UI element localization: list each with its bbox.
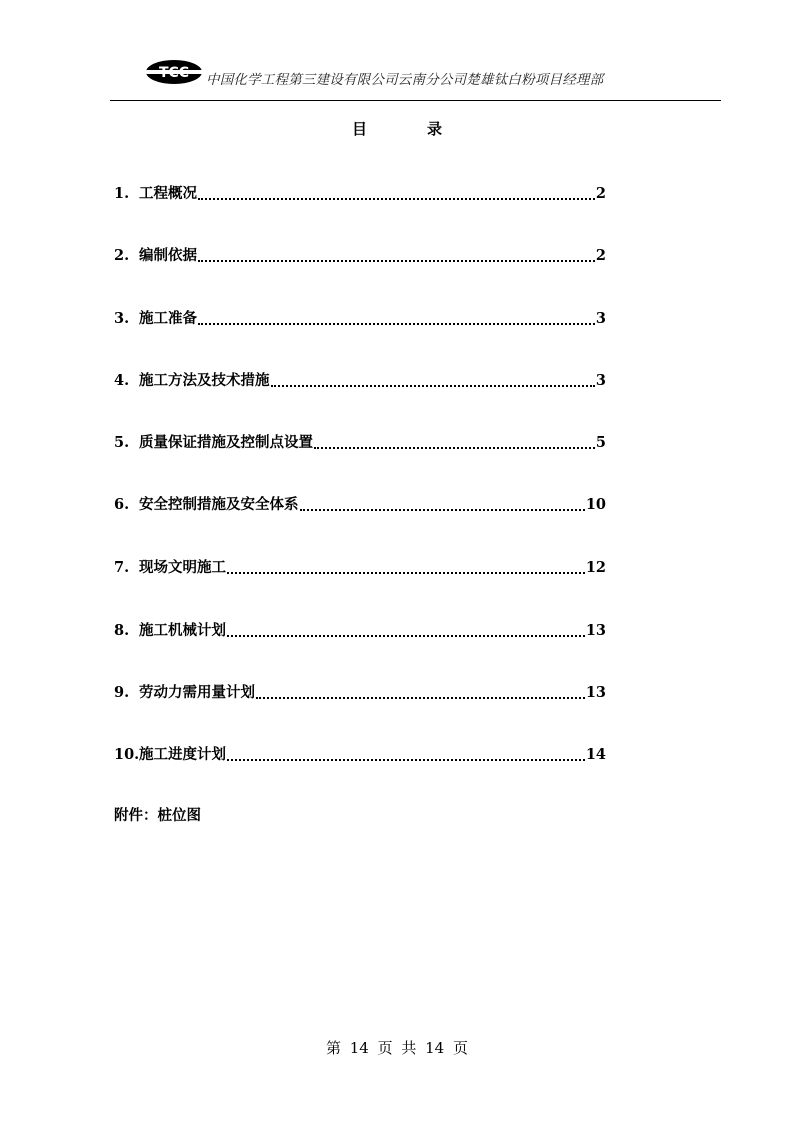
toc-item-text: 施工准备 bbox=[139, 311, 197, 327]
toc-item-page: 2 bbox=[595, 185, 606, 202]
toc-leader-dots bbox=[227, 572, 585, 574]
toc-item[interactable] bbox=[114, 619, 606, 641]
toc-item-page: 13 bbox=[585, 684, 606, 701]
toc-item-number: 9. bbox=[114, 684, 130, 701]
toc-item[interactable] bbox=[114, 369, 606, 391]
toc-item-number: 5. bbox=[114, 434, 130, 451]
toc-item-number: 8. bbox=[114, 622, 130, 639]
toc-item[interactable] bbox=[114, 182, 606, 204]
toc-item-page: 12 bbox=[585, 559, 606, 576]
toc-leader-dots bbox=[227, 759, 585, 761]
toc-leader-dots bbox=[300, 509, 585, 511]
toc-item-page: 5 bbox=[595, 434, 606, 451]
toc-item-number: 2. bbox=[114, 247, 130, 264]
toc-item-number: 6. bbox=[114, 496, 130, 513]
toc-title-left: 目 bbox=[351, 120, 367, 138]
toc-item-page: 3 bbox=[595, 372, 606, 389]
toc-item-number: 7. bbox=[114, 559, 130, 576]
toc-item-text: 施工进度计划 bbox=[139, 747, 226, 763]
toc-item-text: 质量保证措施及控制点设置 bbox=[139, 435, 313, 451]
toc-item-text: 现场文明施工 bbox=[139, 560, 226, 576]
page-footer: 第 14 页 共 14 页 bbox=[325, 1039, 468, 1057]
toc-item-text: 施工方法及技术措施 bbox=[139, 373, 270, 389]
toc-item-page: 13 bbox=[585, 622, 606, 639]
toc-item[interactable] bbox=[114, 743, 606, 765]
toc-item-number: 10. bbox=[114, 746, 140, 763]
toc-item[interactable] bbox=[114, 493, 606, 515]
toc-item[interactable] bbox=[114, 431, 606, 453]
toc-leader-dots bbox=[314, 447, 595, 449]
appendix-line: 附件：桩位图 bbox=[114, 808, 201, 824]
toc-item[interactable] bbox=[114, 307, 606, 329]
page-header bbox=[110, 58, 721, 102]
toc-item[interactable] bbox=[114, 556, 606, 578]
toc-leader-dots bbox=[198, 198, 595, 200]
toc-title-right: 录 bbox=[427, 120, 443, 138]
toc-item-page: 14 bbox=[585, 746, 606, 763]
toc-item-page: 3 bbox=[595, 310, 606, 327]
toc-leader-dots bbox=[227, 635, 585, 637]
toc-item-number: 4. bbox=[114, 372, 130, 389]
toc-item-text: 安全控制措施及安全体系 bbox=[139, 497, 299, 513]
toc-item-text: 编制依据 bbox=[139, 248, 197, 264]
logo-text: TCC bbox=[158, 65, 190, 81]
toc-item-text: 工程概况 bbox=[139, 186, 197, 202]
company-name: 中国化学工程第三建设有限公司云南分公司楚雄钛白粉项目经理部 bbox=[206, 72, 604, 88]
toc-item-page: 2 bbox=[595, 247, 606, 264]
toc-item-text: 施工机械计划 bbox=[139, 623, 226, 639]
header-divider bbox=[110, 100, 721, 101]
toc-item-number: 1. bbox=[114, 185, 130, 202]
toc-leader-dots bbox=[198, 260, 595, 262]
tcc-logo bbox=[144, 58, 204, 86]
toc-item[interactable] bbox=[114, 244, 606, 266]
toc-item-number: 3. bbox=[114, 310, 130, 327]
toc-leader-dots bbox=[198, 323, 595, 325]
toc-item[interactable] bbox=[114, 681, 606, 703]
toc-item-page: 10 bbox=[585, 496, 606, 513]
toc-title bbox=[0, 118, 794, 139]
toc-leader-dots bbox=[256, 697, 585, 699]
toc-leader-dots bbox=[271, 385, 595, 387]
toc-item-text: 劳动力需用量计划 bbox=[139, 685, 255, 701]
